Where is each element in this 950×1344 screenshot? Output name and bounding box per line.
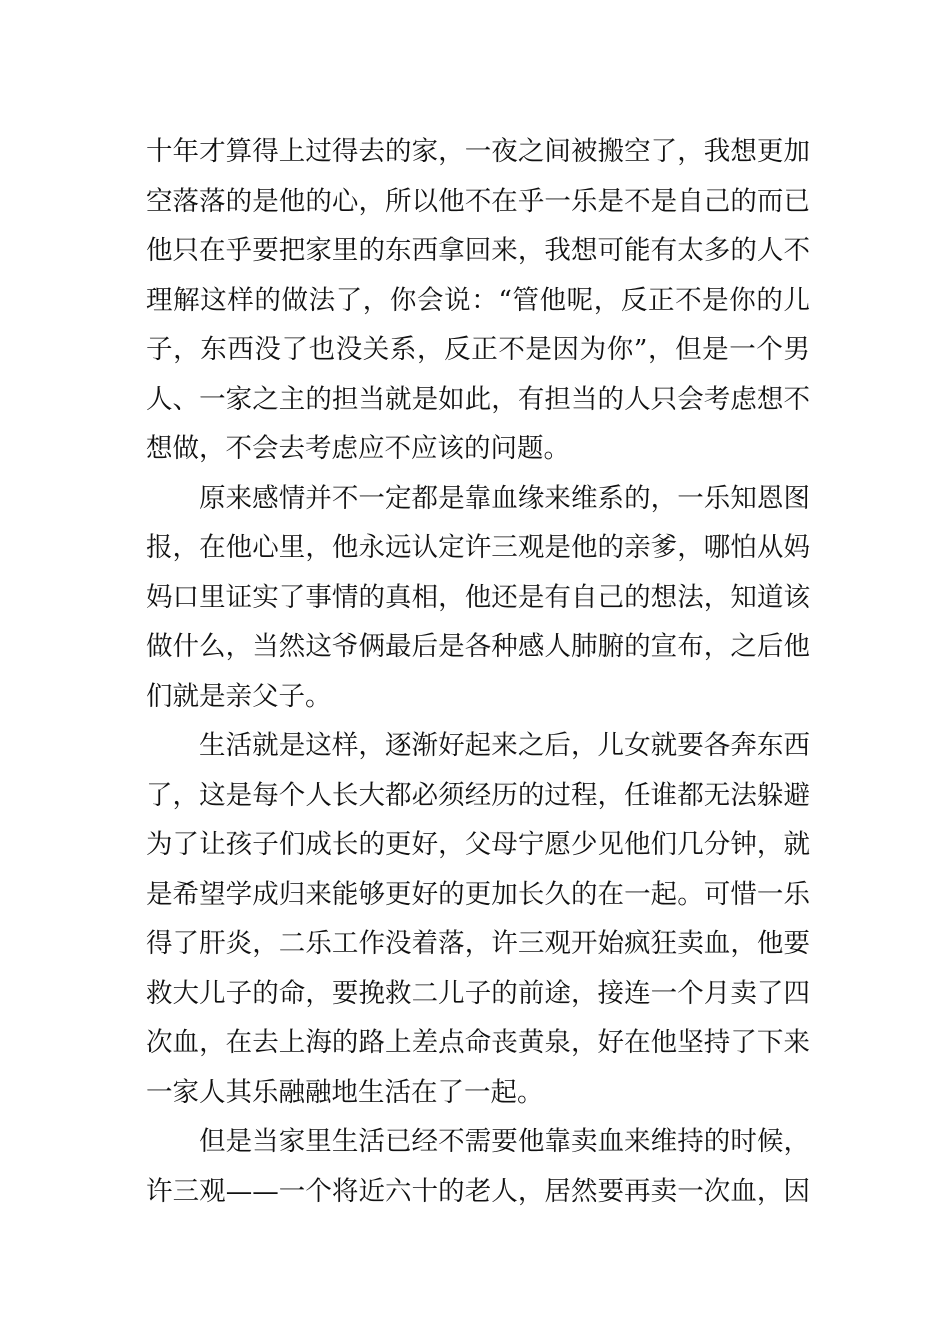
paragraph-3 (146, 721, 810, 1117)
paragraph-1 (146, 127, 810, 474)
text-line: 为了让孩子们成长的更好，父母宁愿少见他们几分钟，就 (146, 829, 810, 860)
text-line: 人、一家之主的担当就是如此，有担当的人只会考虑想不 (146, 383, 810, 415)
text-line: 生活就是这样，逐渐好起来之后，儿女就要各奔东西 (199, 730, 810, 761)
text-line: 了，这是每个人长大都必须经历的过程，任谁都无法躲避 (146, 779, 810, 811)
body-text (146, 127, 810, 1216)
text-line: 子，东西没了也没关系，反正不是因为你”，但是一个男 (146, 334, 810, 365)
text-line: 但是当家里生活已经不需要他靠卖血来维持的时候， (199, 1126, 810, 1157)
text-line: 救大儿子的命，要挽救二儿子的前途，接连一个月卖了四 (146, 977, 810, 1009)
text-line: 是希望学成归来能够更好的更加长久的在一起。可惜一乐 (146, 878, 810, 910)
text-line: 他只在乎要把家里的东西拿回来，我想可能有太多的人不 (146, 235, 810, 266)
text-line: 次血，在去上海的路上差点命丧黄泉，好在他坚持了下来 (146, 1027, 810, 1058)
text-line: 空落落的是他的心，所以他不在乎一乐是不是自己的而已 (146, 185, 810, 217)
paragraph-2 (146, 474, 810, 722)
text-line: 十年才算得上过得去的家，一夜之间被搬空了，我想更加 (146, 136, 810, 167)
text-line: 理解这样的做法了，你会说：“管他呢，反正不是你的儿 (146, 284, 810, 316)
paragraph-4 (146, 1117, 810, 1216)
text-line: 做什么，当然这爷俩最后是各种感人肺腑的宣布，之后他 (146, 631, 810, 662)
text-line: 一家人其乐融融地生活在了一起。 (146, 1076, 544, 1108)
text-line: 想做，不会去考虑应不应该的问题。 (146, 433, 570, 464)
text-line: 得了肝炎，二乐工作没着落，许三观开始疯狂卖血，他要 (146, 928, 810, 959)
text-line: 报，在他心里，他永远认定许三观是他的亲爹，哪怕从妈 (146, 532, 810, 563)
text-line: 妈口里证实了事情的真相，他还是有自己的想法，知道该 (146, 581, 810, 613)
text-line: 许三观——一个将近六十的老人，居然要再卖一次血，因 (146, 1175, 810, 1207)
text-line: 们就是亲父子。 (146, 680, 332, 712)
text-line: 原来感情并不一定都是靠血缘来维系的，一乐知恩图 (199, 482, 810, 514)
